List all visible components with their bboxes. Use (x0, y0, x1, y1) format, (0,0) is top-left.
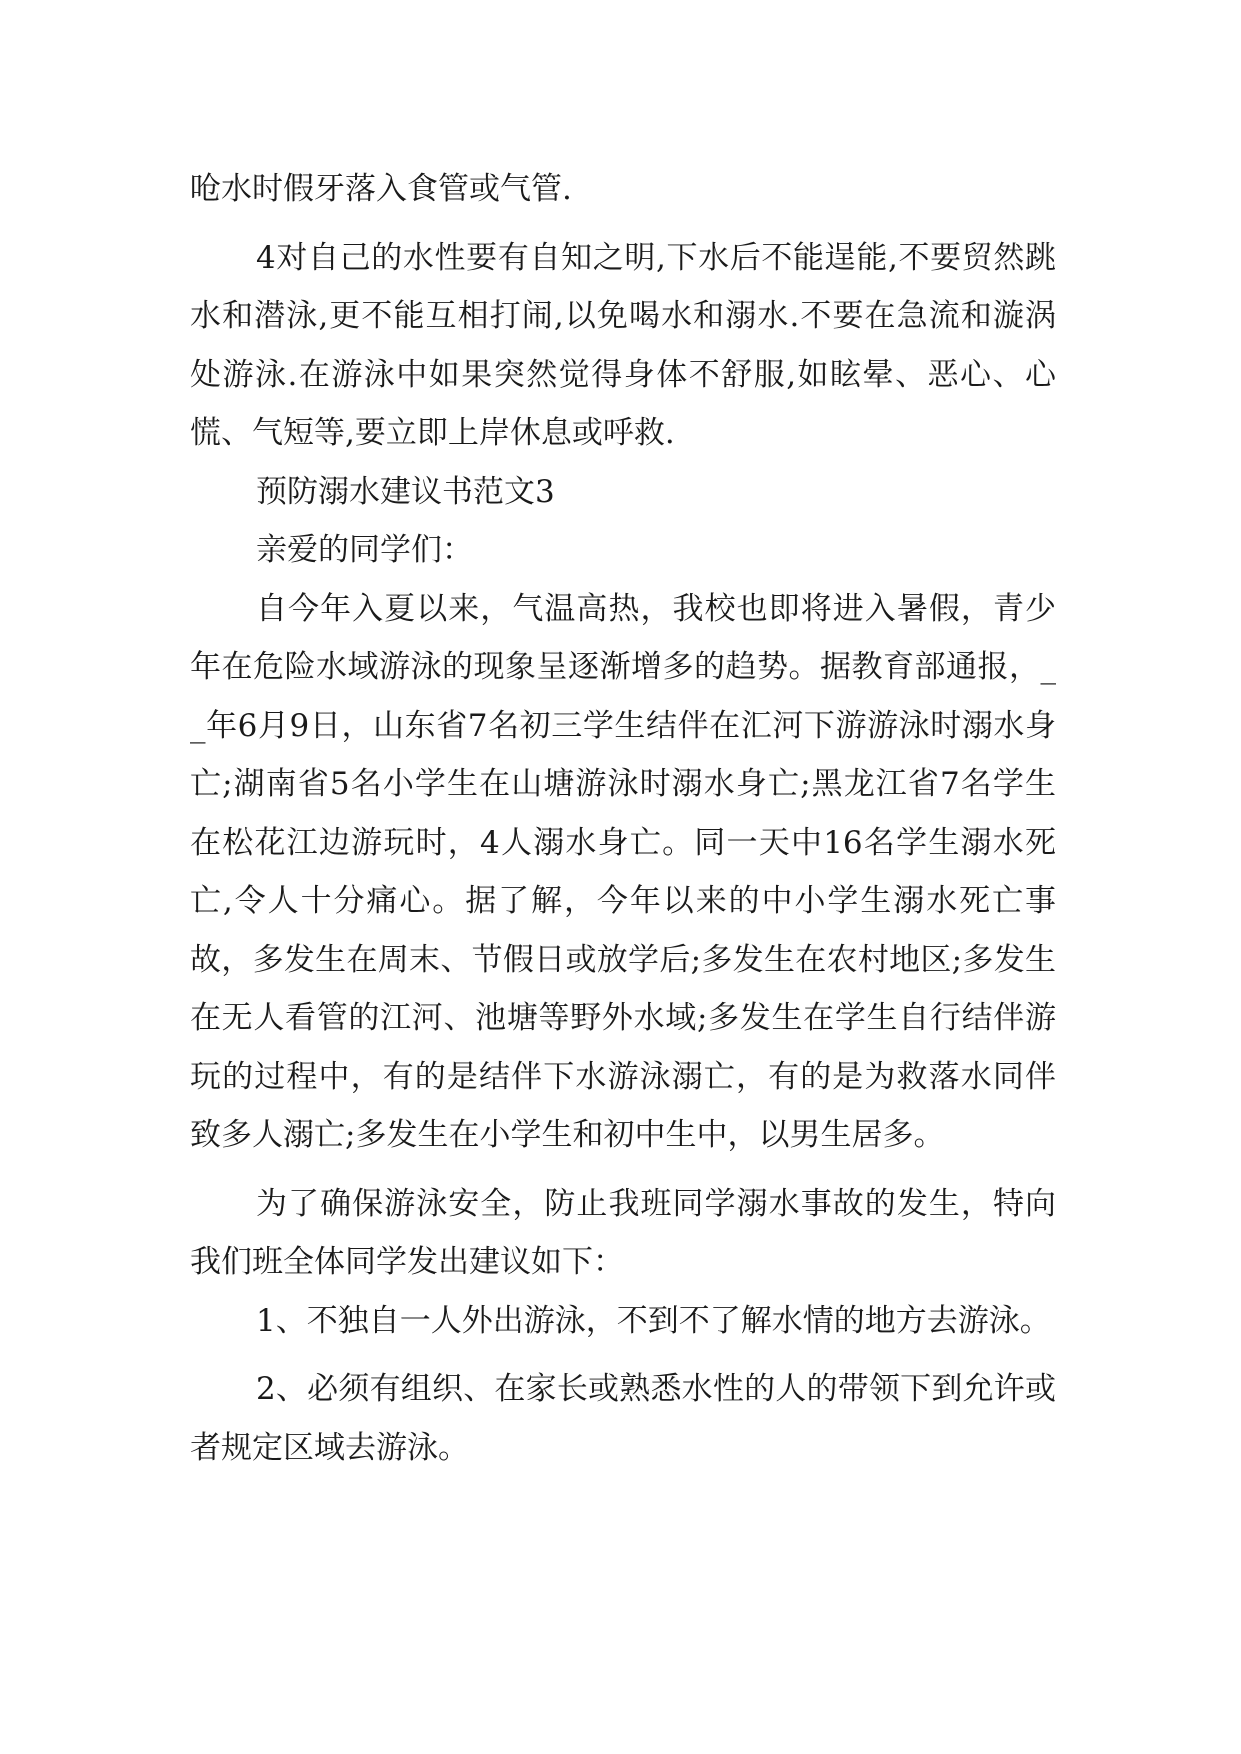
salutation: 亲爱的同学们： (256, 532, 473, 568)
document-body (190, 160, 1056, 1477)
list-item-2: 2、必须有组织、在家长或熟悉水性的人的带领下到允许或者规定区域去游泳。 (190, 1371, 1056, 1466)
paragraph-continuation: 呛水时假牙落入食管或气管. (190, 171, 572, 207)
section-heading: 预防溺水建议书范文3 (256, 473, 555, 510)
paragraph-proposal-intro: 为了确保游泳安全，防止我班同学溺水事故的发生，特向我们班全体同学发出建议如下： (190, 1185, 1056, 1280)
paragraph-swimming-tip-4: 4对自己的水性要有自知之明,下水后不能逞能,不要贸然跳水和潜泳,更不能互相打闹,以免喝水和溺水.不要在急流和漩涡处游泳.在游泳中如果突然觉得身体不舒服,如眩晕、恶心、心慌、气短等,要立即上岸休息或呼救. (190, 239, 1056, 451)
paragraph-background: 自今年入夏以来，气温高热，我校也即将进入暑假，青少年在危险水域游泳的现象呈逐渐增多的趋势。据教育部通报，__年6月9日，山东省7名初三学生结伴在汇河下游游泳时溺水身亡;湖南省5名小学生在山塘游泳时溺水身亡;黑龙江省7名学生在松花江边游玩时，4人溺水身亡。同一天中16名学生溺水死亡,令人十分痛心。据了解，今年以来的中小学生溺水死亡事故，多发生在周末、节假日或放学后;多发生在农村地区;多发生在无人看管的江河、池塘等野外水域;多发生在学生自行结伴游玩的过程中，有的是结伴下水游泳溺亡，有的是为救落水同伴致多人溺亡;多发生在小学生和初中生中，以男生居多。 (190, 590, 1056, 1153)
list-item-1: 1、不独自一人外出游泳，不到不了解水情的地方去游泳。 (256, 1302, 1051, 1339)
